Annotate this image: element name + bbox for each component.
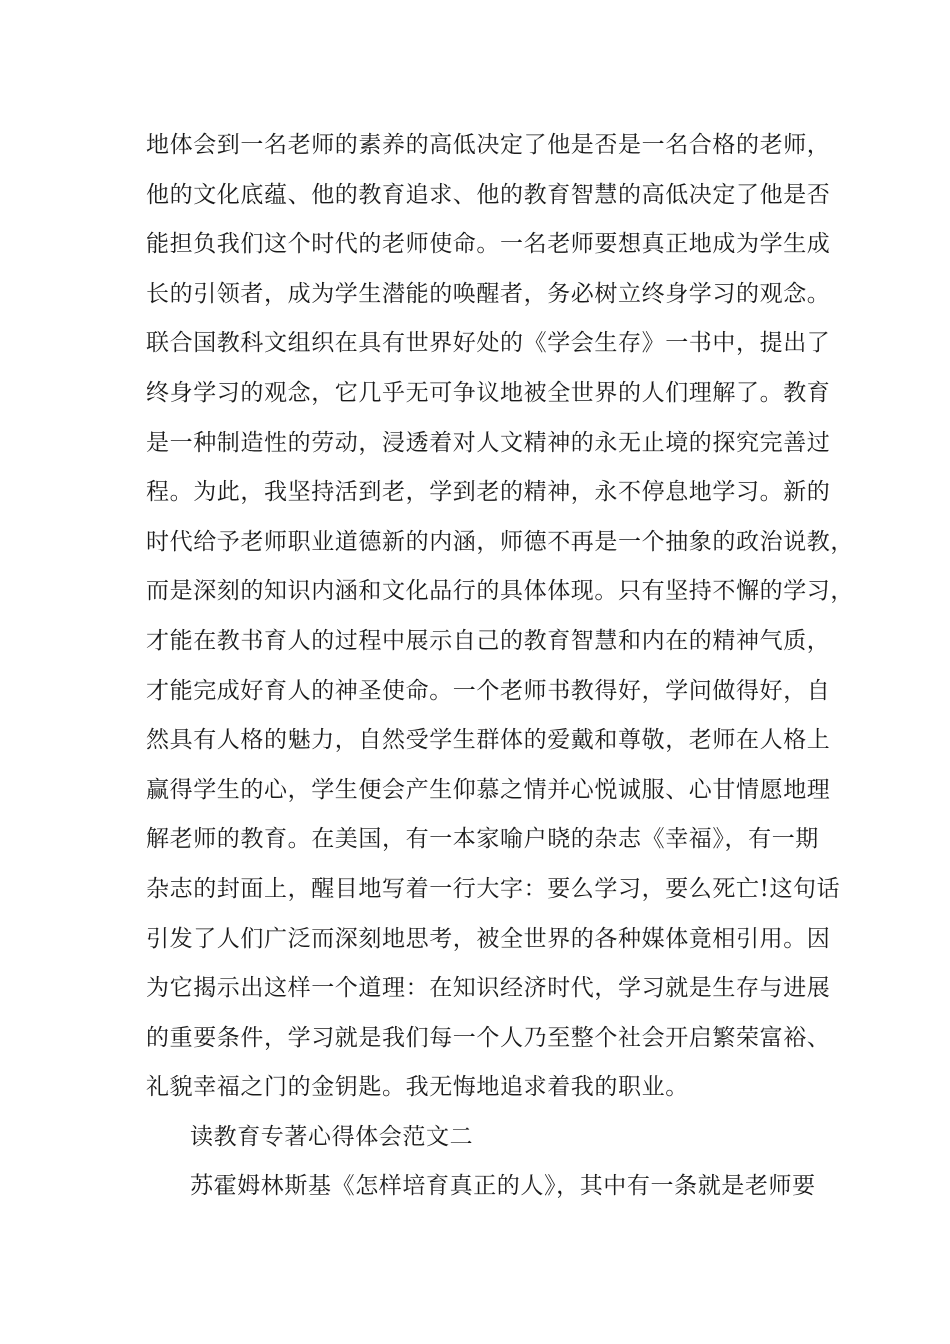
text-line: 地体会到一名老师的素养的高低决定了他是否是一名合格的老师， [146, 132, 831, 158]
text-line: 时代给予老师职业道德新的内涵，师德不再是一个抽象的政治说教， [146, 528, 854, 555]
text-line: 赢得学生的心，学生便会产生仰慕之情并心悦诚服、心甘情愿地理 [146, 776, 831, 803]
text-line: 然具有人格的魅力，自然受学生群体的爱戴和尊敬，老师在人格上 [146, 727, 831, 754]
text-line: 而是深刻的知识内涵和文化品行的具体体现。只有坚持不懈的学习， [146, 578, 854, 605]
body-text [146, 128, 854, 1219]
text-line: 程。为此，我坚持活到老，学到老的精神，永不停息地学习。新的 [146, 479, 831, 506]
text-line: 是一种制造性的劳动，浸透着对人文精神的永无止境的探究完善过 [146, 429, 831, 456]
text-line: 的重要条件，学习就是我们每一个人乃至整个社会开启繁荣富裕、 [146, 1024, 831, 1051]
text-line: 才能完成好育人的神圣使命。一个老师书教得好，学问做得好，自 [146, 677, 831, 704]
text-line: 解老师的教育。在美国，有一本家喻户晓的杂志《幸福》，有一期 [146, 826, 819, 853]
text-line: 为它揭示出这样一个道理：在知识经济时代，学习就是生存与进展 [146, 975, 831, 1002]
text-line: 他的文化底蕴、他的教育追求、他的教育智慧的高低决定了他是否 [146, 181, 831, 208]
section-title: 读教育专著心得体会范文二 [190, 1123, 474, 1150]
text-line: 苏霍姆林斯基《怎样培育真正的人》，其中有一条就是老师要 [190, 1173, 816, 1200]
text-line: 终身学习的观念，它几乎无可争议地被全世界的人们理解了。教育 [146, 379, 831, 406]
text-line: 长的引领者，成为学生潜能的唤醒者，务必树立终身学习的观念。 [146, 280, 831, 307]
text-line: 礼貌幸福之门的金钥匙。我无悔地追求着我的职业。 [146, 1074, 689, 1101]
text-line: 引发了人们广泛而深刻地思考，被全世界的各种媒体竟相引用。因 [146, 925, 831, 952]
text-line: 杂志的封面上，醒目地写着一行大字：要么学习，要么死亡!这句话 [146, 875, 841, 902]
text-line: 联合国教科文组织在具有世界好处的《学会生存》一书中，提出了 [146, 330, 831, 357]
text-line: 能担负我们这个时代的老师使命。一名老师要想真正地成为学生成 [146, 231, 831, 258]
text-line: 才能在教书育人的过程中展示自己的教育智慧和内在的精神气质， [146, 627, 831, 654]
